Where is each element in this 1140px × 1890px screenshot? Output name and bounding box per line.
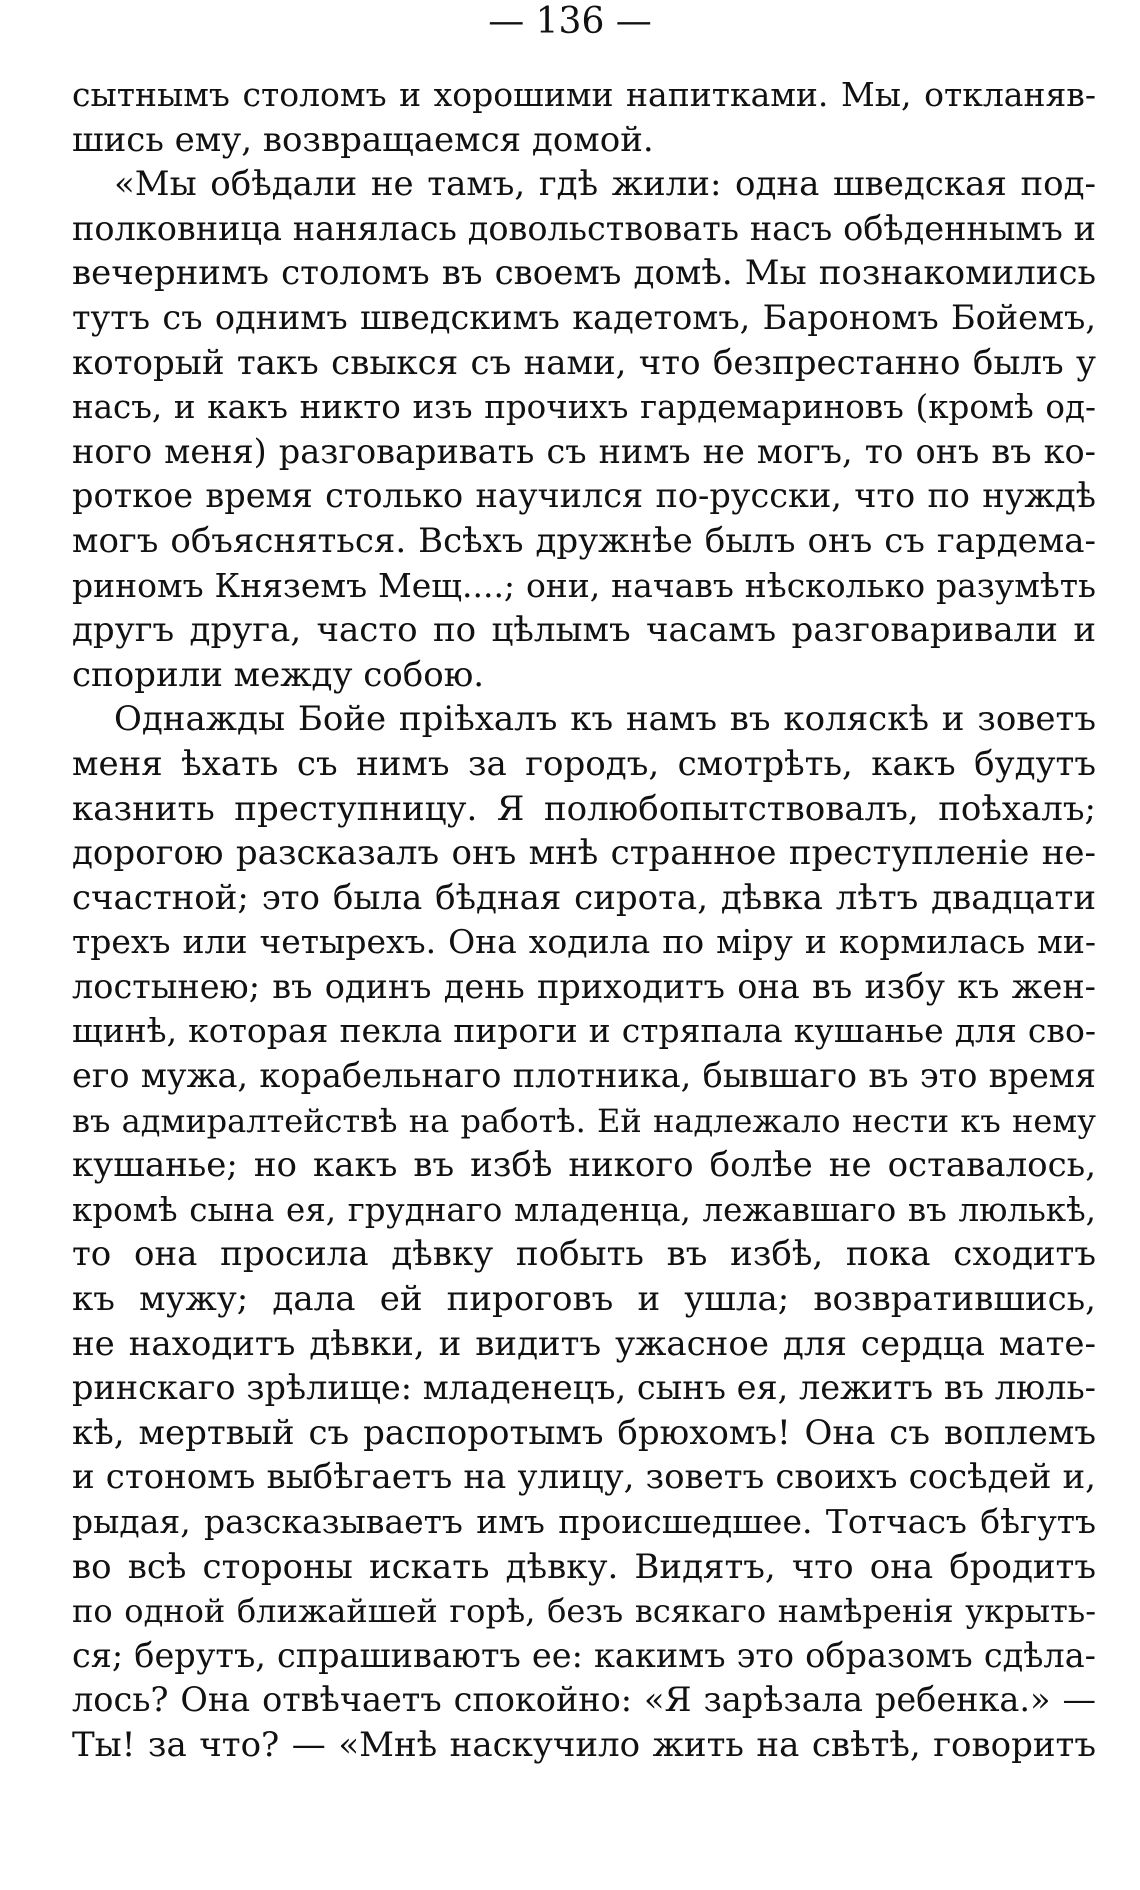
text-line: казнить преступницу. Я полюбопытствовалъ, поѣхалъ; [72, 788, 1096, 829]
text-line: во всѣ стороны искать дѣвку. Видятъ, что она бродитъ [72, 1546, 1096, 1587]
text-line: его мужа, корабельнаго плотника, бывшаго въ это время [72, 1056, 1096, 1096]
text-line: ся; берутъ, спрашиваютъ ее: какимъ это образомъ сдѣла- [72, 1635, 1096, 1675]
text-line: не находитъ дѣвки, и видитъ ужасное для сердца мате- [72, 1323, 1096, 1364]
text-line: шись ему, возвращаемся домой. [72, 119, 654, 160]
text-line: полковница нанялась довольствовать насъ обѣденнымъ и [72, 208, 1096, 248]
text-line: кѣ, мертвый съ распоротымъ брюхомъ! Она съ воплемъ [72, 1412, 1096, 1453]
text-line: и стономъ выбѣгаетъ на улицу, зоветъ своихъ сосѣдей и, [72, 1457, 1096, 1498]
text-line: могъ объясняться. Всѣхъ дружнѣе былъ онъ съ гардема- [72, 520, 1096, 561]
page-text [72, 73, 1096, 1768]
text-line: вечернимъ столомъ въ своемъ домѣ. Мы познакомились [72, 253, 1096, 294]
text-line: риномъ Княземъ Мещ....; они, начавъ нѣсколько разумѣть [72, 565, 1096, 605]
text-line: рыдая, разсказываетъ имъ происшедшее. Тотчасъ бѣгутъ [72, 1502, 1096, 1541]
text-line: тутъ съ однимъ шведскимъ кадетомъ, Барономъ Бойемъ, [72, 297, 1096, 337]
text-line: сытнымъ столомъ и хорошими напитками. Мы, откланяв- [72, 75, 1096, 114]
text-line: меня ѣхать съ нимъ за городъ, смотрѣть, какъ будутъ [72, 743, 1096, 784]
text-line: ринскаго зрѣлище: младенецъ, сынъ ея, лежитъ въ люль- [72, 1368, 1096, 1408]
text-line: дорогою разсказалъ онъ мнѣ странное преступленіе не- [72, 833, 1096, 874]
text-line: другъ друга, часто по цѣлымъ часамъ разговаривали и [72, 610, 1096, 651]
text-line: то она просила дѣвку побыть въ избѣ, пока сходитъ [72, 1234, 1096, 1275]
text-line: роткое время столько научился по-русски, что по нуждѣ [72, 476, 1096, 516]
text-line: Однажды Бойе пріѣхалъ къ намъ въ коляскѣ и зоветъ [114, 699, 1096, 740]
text-line: ного меня) разговаривать съ нимъ не могъ, то онъ въ ко- [72, 431, 1096, 471]
text-line: который такъ свыкся съ нами, что безпрестанно былъ у [72, 342, 1096, 383]
page-number: — 136 — [488, 1, 652, 42]
text-line: лось? Она отвѣчаетъ спокойно: «Я зарѣзала ребенка.» — [72, 1680, 1096, 1720]
text-line: трехъ или четырехъ. Она ходила по міру и кормилась ми- [72, 922, 1096, 962]
text-line: спорили между собою. [72, 654, 485, 695]
text-line: лостынею; въ одинъ день приходитъ она въ избу къ жен- [72, 966, 1096, 1006]
text-line: къ мужу; дала ей пироговъ и ушла; возвратившись, [72, 1279, 1096, 1320]
text-line: кромѣ сына ея, груднаго младенца, лежавшаго въ люлькѣ, [72, 1190, 1096, 1229]
text-line: по одной ближайшей горѣ, безъ всякаго намѣренія укрыть- [72, 1592, 1096, 1631]
text-line: въ адмиралтействѣ на работѣ. Ей надлежало нести къ нему [72, 1101, 1096, 1140]
text-line: «Мы обѣдали не тамъ, гдѣ жили: одна шведская под- [114, 164, 1096, 205]
text-line: насъ, и какъ никто изъ прочихъ гардемариновъ (кромѣ од- [72, 388, 1096, 427]
text-line: щинѣ, которая пекла пироги и стряпала кушанье для сво- [72, 1011, 1096, 1051]
text-line: счастной; это была бѣдная сирота, дѣвка лѣтъ двадцати [72, 877, 1096, 918]
text-line: Ты! за что? — «Мнѣ наскучило жить на свѣтѣ, говоритъ [72, 1724, 1096, 1765]
text-line: кушанье; но какъ въ избѣ никого болѣе не оставалось, [72, 1145, 1096, 1186]
